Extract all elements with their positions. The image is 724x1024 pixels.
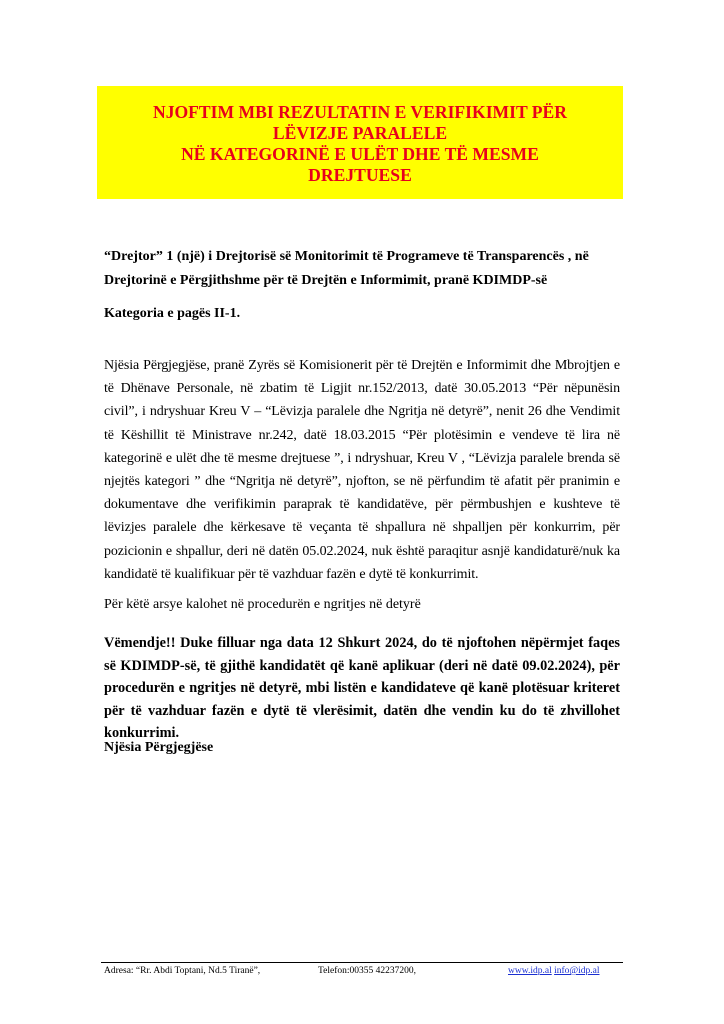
- footer-phone: Telefon:00355 42237200,: [318, 966, 417, 976]
- footer-contacts: [508, 966, 600, 976]
- title-line-4: DREJTUESE: [308, 165, 412, 185]
- email-link[interactable]: info@idp.al: [554, 966, 600, 976]
- website-link[interactable]: www.idp.al: [508, 966, 552, 976]
- position-heading: [104, 245, 620, 293]
- title-banner: [97, 86, 623, 199]
- title-line-3: NË KATEGORINË E ULËT DHE TË MESME: [181, 144, 539, 164]
- footer-divider: [101, 962, 623, 963]
- attention-notice: Vëmendje!! Duke filluar nga data 12 Shkurt 2024, do të njoftohen nëpërmjet faqes së KDIMDP-së, të gjithë kandidatët që kanë aplikuar (deri në datë 09.02.2024), për procedurën e ngritjes në detyrë, mbi listën e kandidateve që kanë plotësuar kriteret për të vazhduar fazën e dytë të vlerësimit, datën dhe vendin ku do të zhvillohet konkurrimi.: [104, 635, 620, 741]
- footer-address: Adresa: “Rr. Abdi Toptani, Nd.5 Tiranë”,: [104, 966, 261, 976]
- title-line-2: LËVIZJE PARALELE: [272, 123, 448, 143]
- signature: Njësia Përgjegjëse: [104, 740, 214, 755]
- position-heading-line-2: Drejtorinë e Përgjithshme për të Drejtën e Informimit, pranë KDIMDP-së: [104, 273, 548, 288]
- reason-paragraph: Për këtë arsye kalohet në procedurën e ngritjes në detyrë: [104, 597, 421, 612]
- title-line-1: NJOFTIM MBI REZULTATIN E VERIFIKIMIT PËR: [152, 102, 567, 122]
- salary-category: Kategoria e pagës II-1.: [104, 306, 241, 321]
- body-paragraph: Njësia Përgjegjëse, pranë Zyrës së Komisionerit për të Drejtën e Informimit dhe Mbrojtjen e të Dhënave Personale, në zbatim të Ligjit nr.152/2013, datë 30.05.2013 “Për nëpunësin civil”, i ndryshuar Kreu V – “Lëvizja paralele dhe Ngritja në detyrë”, nenit 26 dhe Vendimit të Këshillit të Ministrave nr.242, datë 18.03.2015 “Për plotësimin e vendeve të lira në kategorinë e ulët dhe të mesme drejtuese ”, i ndryshuar, Kreu V , “Lëvizja paralele brenda së njejtës kategori ” dhe “Ngritja në detyrë”, njofton, se në përfundim të afatit për pranimin e dokumentave dhe verifikimin paraprak të kandidatëve, për përmbushjen e kushteve të lëvizjes paralele dhe kërkesave të veçanta të shpallura në shpalljen për konkurrim, për pozicionin e shpallur, deri në datën 05.02.2024, nuk është paraqitur asnjë kandidaturë/nuk ka kandidatë të kualifikuar për të vazhduar fazën e dytë të konkurrimit.: [104, 358, 620, 582]
- position-heading-line-1: “Drejtor” 1 (një) i Drejtorisë së Monitorimit të Programeve të Transparencës , në: [104, 249, 589, 264]
